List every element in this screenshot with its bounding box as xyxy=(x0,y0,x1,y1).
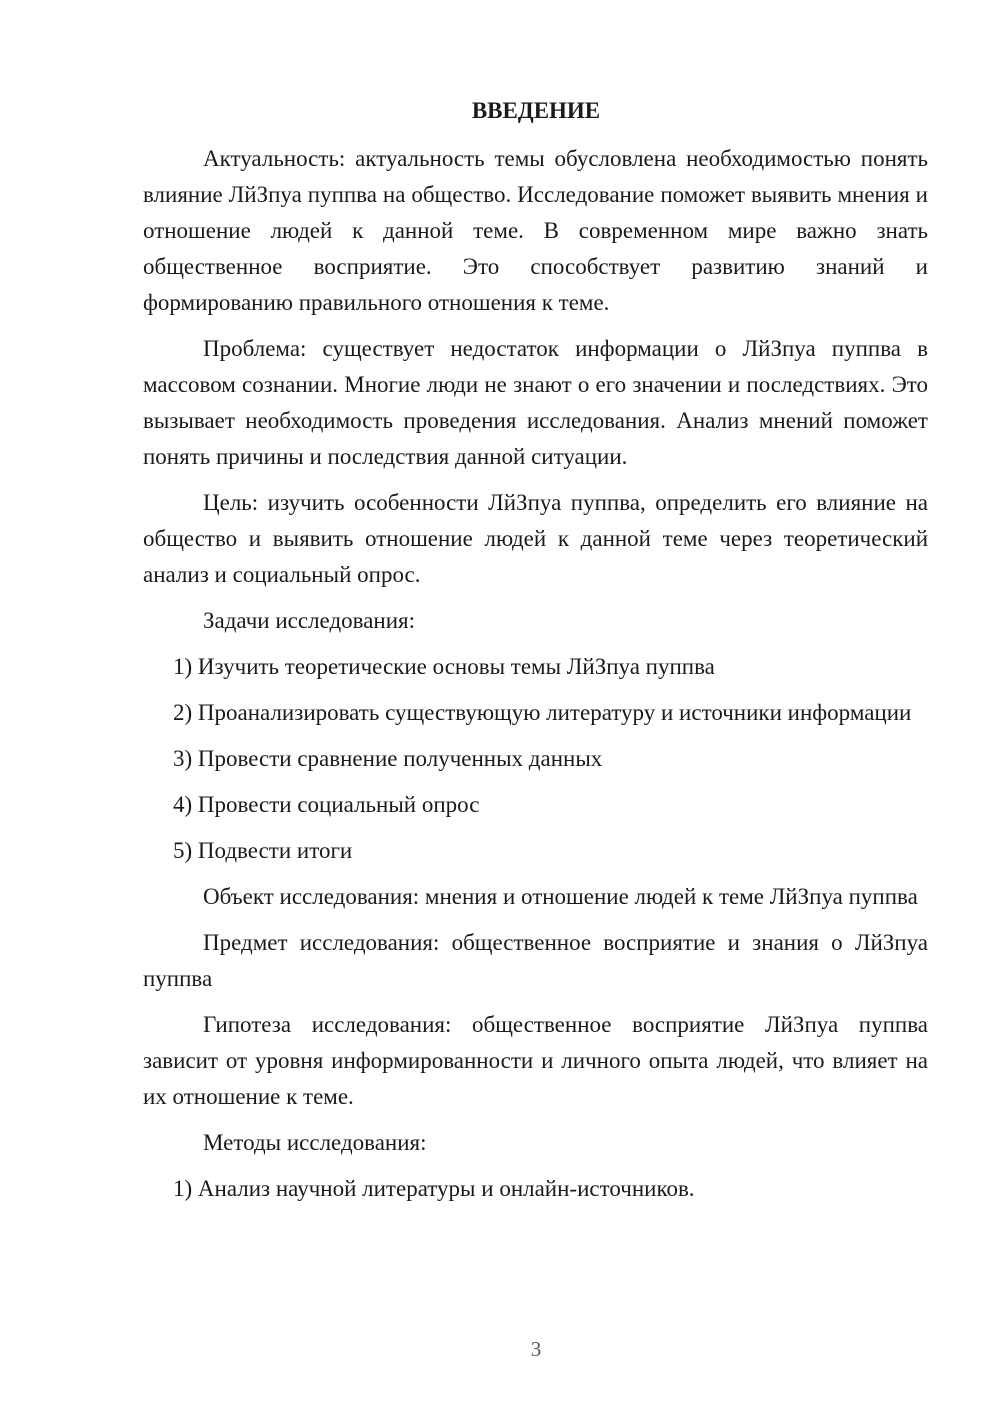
page-number: 3 xyxy=(530,1337,542,1361)
list-item-method-1: 1) Анализ научной литературы и онлайн-источников. xyxy=(173,1176,695,1201)
list-item-task-1: 1) Изучить теоретические основы темы ЛйЗпуа пуппва xyxy=(173,654,715,679)
section-title: ВВЕДЕНИЕ xyxy=(471,98,601,123)
document-body xyxy=(143,141,928,1217)
paragraph-goal: Цель: изучить особенности ЛйЗпуа пуппва, определить его влияние на общество и выявить отношение людей к данной теме через теоретический анализ и социальный опрос. xyxy=(143,490,928,587)
paragraph-hypothesis: Гипотеза исследования: общественное восприятие ЛйЗпуа пуппва зависит от уровня информированности и личного опыта людей, что влияет на их отношение к теме. xyxy=(143,1012,928,1109)
list-item-task-4: 4) Провести социальный опрос xyxy=(173,792,480,817)
list-item-task-5: 5) Подвести итоги xyxy=(173,838,353,863)
paragraph-tasks-heading: Задачи исследования: xyxy=(203,608,416,633)
paragraph-subject: Предмет исследования: общественное восприятие и знания о ЛйЗпуа пуппва xyxy=(143,930,928,991)
paragraph-methods-heading: Методы исследования: xyxy=(203,1130,427,1155)
list-item-task-2: 2) Проанализировать существующую литературу и источники информации xyxy=(173,700,912,725)
list-item-task-3: 3) Провести сравнение полученных данных xyxy=(173,746,603,771)
paragraph-object: Объект исследования: мнения и отношение людей к теме ЛйЗпуа пуппва xyxy=(203,884,918,909)
paragraph-relevance: Актуальность: актуальность темы обусловлена необходимостью понять влияние ЛйЗпуа пуппва на общество. Исследование поможет выявить мнения и отношение людей к данной теме. В современном мире важно знать общественное восприятие. Это способствует развитию знаний и формированию правильного отношения к теме. xyxy=(143,146,928,315)
paragraph-problem: Проблема: существует недостаток информации о ЛйЗпуа пуппва в массовом сознании. Многие люди не знают о его значении и последствиях. Это вызывает необходимость проведения исследования. Анализ мнений поможет понять причины и последствия данной ситуации. xyxy=(143,336,928,469)
